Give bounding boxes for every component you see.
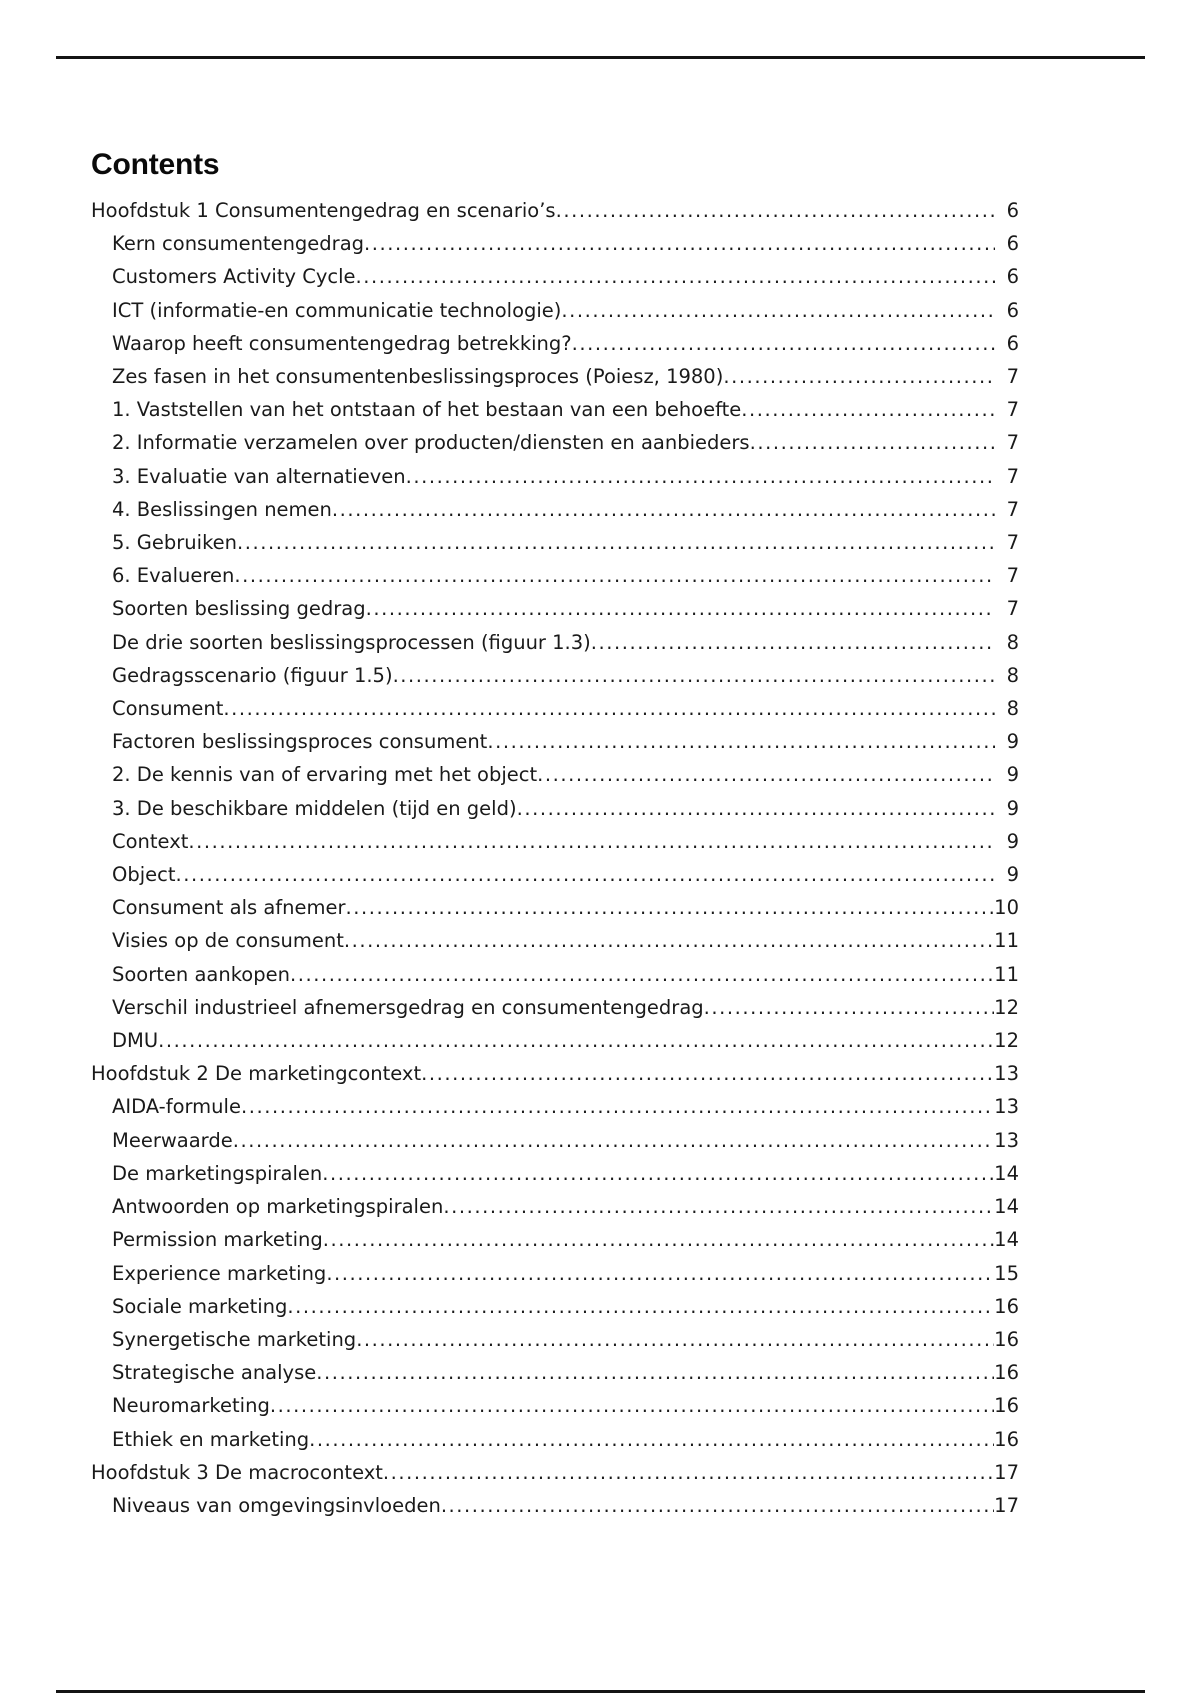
toc-entry[interactable]: [91, 1489, 1019, 1522]
toc-dot-leader: [188, 839, 995, 859]
toc-entry[interactable]: [91, 294, 1019, 327]
toc-entry-label: Visies op de consument: [112, 929, 344, 953]
toc-entry-label: De marketingspiralen: [112, 1161, 323, 1185]
toc-entry[interactable]: [91, 1423, 1019, 1456]
toc-entry[interactable]: [91, 1223, 1019, 1256]
toc-dot-leader: [332, 507, 995, 527]
toc-entry[interactable]: [91, 792, 1019, 825]
toc-dot-leader: [234, 573, 995, 593]
toc-entry-page-number: 16: [994, 1427, 1019, 1451]
toc-dot-leader: [406, 473, 995, 493]
toc-entry[interactable]: [91, 858, 1019, 891]
toc-entry-page-number: 13: [994, 1062, 1019, 1086]
toc-entry[interactable]: [91, 1057, 1019, 1090]
toc-entry[interactable]: [91, 1157, 1019, 1190]
toc-entry-page-number: 11: [994, 962, 1019, 986]
toc-entry[interactable]: [91, 659, 1019, 692]
toc-entry-label: Hoofdstuk 2 De marketingcontext: [91, 1062, 422, 1086]
toc-entry-page-number: 13: [994, 1128, 1019, 1152]
toc-entry-page-number: 11: [994, 929, 1019, 953]
toc-entry[interactable]: [91, 725, 1019, 758]
toc-entry[interactable]: [91, 758, 1019, 791]
toc-entry-label: Neuromarketing: [112, 1394, 270, 1418]
toc-entry-label: Soorten beslissing gedrag: [112, 597, 366, 621]
toc-dot-leader: [572, 341, 995, 361]
toc-entry-page-number: 7: [1006, 497, 1019, 521]
toc-entry-label: 5. Gebruiken: [112, 531, 238, 555]
toc-entry[interactable]: [91, 526, 1019, 559]
toc-dot-leader: [223, 706, 995, 726]
page-title: Contents: [91, 148, 220, 181]
toc-dot-leader: [556, 208, 995, 228]
toc-entry[interactable]: [91, 1124, 1019, 1157]
toc-dot-leader: [176, 872, 995, 892]
toc-entry-label: Gedragsscenario (figuur 1.5): [112, 663, 393, 687]
toc-dot-leader: [383, 1469, 994, 1489]
toc-entry-page-number: 6: [1006, 331, 1019, 355]
toc-dot-leader: [723, 374, 995, 394]
toc-dot-leader: [443, 1204, 994, 1224]
toc-entry[interactable]: [91, 559, 1019, 592]
toc-entry-page-number: 12: [994, 995, 1019, 1019]
toc-entry-page-number: 6: [1006, 265, 1019, 289]
toc-list: [91, 194, 1019, 1522]
toc-entry[interactable]: [91, 1323, 1019, 1356]
toc-dot-leader: [270, 1403, 994, 1423]
toc-entry-page-number: 16: [994, 1394, 1019, 1418]
toc-dot-leader: [356, 1337, 994, 1357]
toc-entry-page-number: 7: [1006, 531, 1019, 555]
toc-entry[interactable]: [91, 1290, 1019, 1323]
toc-entry-label: Experience marketing: [112, 1261, 327, 1285]
toc-entry-label: Sociale marketing: [112, 1294, 288, 1318]
toc-dot-leader: [290, 971, 994, 991]
header-rule: [56, 56, 1145, 59]
toc-entry-label: Hoofdstuk 1 Consumentengedrag en scenario’s: [91, 199, 556, 222]
toc-entry[interactable]: [91, 393, 1019, 426]
toc-entry[interactable]: [91, 592, 1019, 625]
toc-entry[interactable]: [91, 1356, 1019, 1389]
toc-entry-page-number: 10: [994, 896, 1019, 920]
toc-entry-page-number: 14: [994, 1161, 1019, 1185]
toc-entry-label: Ethiek en marketing: [112, 1427, 310, 1451]
toc-entry[interactable]: [91, 924, 1019, 957]
toc-entry-page-number: 13: [994, 1095, 1019, 1119]
toc-entry-page-number: 14: [994, 1228, 1019, 1252]
toc-dot-leader: [241, 1104, 994, 1124]
toc-entry-page-number: 7: [1006, 464, 1019, 488]
toc-entry-page-number: 12: [994, 1029, 1019, 1053]
toc-dot-leader: [158, 1038, 994, 1058]
toc-entry[interactable]: [91, 958, 1019, 991]
toc-dot-leader: [441, 1503, 994, 1523]
toc-entry[interactable]: [91, 227, 1019, 260]
toc-entry-page-number: 8: [1006, 697, 1019, 721]
toc-entry[interactable]: [91, 360, 1019, 393]
toc-dot-leader: [344, 938, 994, 958]
toc-entry-page-number: 7: [1006, 431, 1019, 455]
toc-entry-label: 4. Beslissingen nemen: [112, 497, 332, 521]
toc-dot-leader: [364, 241, 995, 261]
toc-entry[interactable]: [91, 825, 1019, 858]
toc-entry-label: Soorten aankopen: [112, 962, 290, 986]
toc-entry-label: Customers Activity Cycle: [112, 265, 356, 289]
toc-entry-page-number: 9: [1006, 730, 1019, 754]
toc-entry-label: 1. Vaststellen van het ontstaan of het bestaan van een behoefte: [112, 398, 742, 422]
toc-entry-page-number: 8: [1006, 630, 1019, 654]
toc-dot-leader: [356, 274, 996, 294]
toc-entry-page-number: 9: [1006, 863, 1019, 887]
toc-entry-label: 6. Evalueren: [112, 564, 235, 588]
toc-entry[interactable]: [91, 626, 1019, 659]
toc-dot-leader: [346, 905, 995, 925]
toc-entry-label: ICT (informatie-en communicatie technologie): [112, 298, 562, 322]
toc-dot-leader: [704, 1005, 995, 1025]
toc-dot-leader: [517, 805, 995, 825]
toc-entry-page-number: 9: [1006, 763, 1019, 787]
toc-entry[interactable]: [91, 1456, 1019, 1489]
toc-entry-label: 3. De beschikbare middelen (tijd en geld): [112, 796, 517, 820]
toc-entry-page-number: 14: [994, 1195, 1019, 1219]
toc-entry-label: Zes fasen in het consumentenbeslissingsproces (Poiesz, 1980): [112, 365, 724, 389]
toc-entry[interactable]: [91, 1257, 1019, 1290]
toc-entry[interactable]: [91, 260, 1019, 293]
toc-entry-label: Factoren beslissingsproces consument: [112, 730, 488, 754]
toc-content-area: [91, 148, 1019, 1522]
toc-dot-leader: [309, 1436, 994, 1456]
toc-dot-leader: [591, 639, 995, 659]
toc-entry[interactable]: [91, 1190, 1019, 1223]
toc-entry-page-number: 7: [1006, 398, 1019, 422]
toc-entry-page-number: 9: [1006, 829, 1019, 853]
toc-entry-page-number: 7: [1006, 597, 1019, 621]
toc-entry[interactable]: [91, 1389, 1019, 1422]
toc-entry-page-number: 16: [994, 1327, 1019, 1351]
toc-dot-leader: [316, 1370, 994, 1390]
toc-entry-page-number: 6: [1006, 298, 1019, 322]
toc-entry-label: 3. Evaluatie van alternatieven: [112, 464, 406, 488]
toc-entry-label: Verschil industrieel afnemersgedrag en consumentengedrag: [112, 995, 704, 1019]
toc-entry-page-number: 15: [994, 1261, 1019, 1285]
toc-dot-leader: [421, 1071, 994, 1091]
toc-entry-page-number: 7: [1006, 564, 1019, 588]
toc-entry[interactable]: [91, 327, 1019, 360]
toc-entry-label: Object: [112, 863, 176, 887]
toc-entry-label: Strategische analyse: [112, 1361, 317, 1385]
toc-entry-label: Niveaus van omgevingsinvloeden: [112, 1493, 441, 1517]
toc-entry-label: Context: [112, 829, 189, 853]
toc-entry-page-number: 17: [994, 1460, 1019, 1484]
toc-entry-page-number: 8: [1006, 663, 1019, 687]
toc-dot-leader: [561, 307, 995, 327]
toc-entry-label: Permission marketing: [112, 1228, 323, 1252]
toc-dot-leader: [366, 606, 995, 626]
toc-entry[interactable]: [91, 891, 1019, 924]
toc-dot-leader: [750, 440, 995, 460]
toc-dot-leader: [326, 1270, 994, 1290]
toc-entry-page-number: 7: [1006, 365, 1019, 389]
toc-entry-page-number: 6: [1006, 199, 1019, 222]
toc-dot-leader: [323, 1237, 994, 1257]
toc-dot-leader: [741, 407, 995, 427]
toc-entry[interactable]: [91, 460, 1019, 493]
toc-entry[interactable]: [91, 991, 1019, 1024]
toc-dot-leader: [322, 1171, 994, 1191]
toc-entry-label: Antwoorden op marketingspiralen: [112, 1195, 444, 1219]
toc-entry-page-number: 17: [994, 1493, 1019, 1517]
toc-dot-leader: [287, 1303, 994, 1323]
toc-dot-leader: [537, 772, 995, 792]
toc-entry[interactable]: [91, 194, 1019, 227]
toc-entry-page-number: 16: [994, 1294, 1019, 1318]
toc-entry[interactable]: [91, 1090, 1019, 1123]
toc-entry-label: AIDA-formule: [112, 1095, 241, 1119]
toc-entry-page-number: 16: [994, 1361, 1019, 1385]
toc-dot-leader: [237, 540, 995, 560]
toc-entry[interactable]: [91, 692, 1019, 725]
toc-dot-leader: [233, 1137, 994, 1157]
toc-entry[interactable]: [91, 493, 1019, 526]
toc-entry-label: Consument: [112, 697, 224, 721]
toc-entry-label: Kern consumentengedrag: [112, 232, 365, 256]
toc-entry-label: Synergetische marketing: [112, 1327, 357, 1351]
footer-rule: [56, 1690, 1145, 1693]
toc-entry-label: Meerwaarde: [112, 1128, 233, 1152]
toc-entry-label: DMU: [112, 1029, 159, 1053]
toc-entry-label: 2. De kennis van of ervaring met het object: [112, 763, 538, 787]
toc-dot-leader: [487, 739, 995, 759]
toc-dot-leader: [393, 673, 995, 693]
toc-entry[interactable]: [91, 426, 1019, 459]
toc-entry[interactable]: [91, 1024, 1019, 1057]
toc-entry-page-number: 6: [1006, 232, 1019, 256]
toc-entry-page-number: 9: [1006, 796, 1019, 820]
toc-entry-label: 2. Informatie verzamelen over producten/diensten en aanbieders: [112, 431, 750, 455]
toc-entry-label: Hoofdstuk 3 De macrocontext: [91, 1460, 383, 1484]
toc-entry-label: De drie soorten beslissingsprocessen (figuur 1.3): [112, 630, 591, 654]
toc-entry-label: Consument als afnemer: [112, 896, 346, 920]
toc-entry-label: Waarop heeft consumentengedrag betrekking?: [112, 331, 572, 355]
